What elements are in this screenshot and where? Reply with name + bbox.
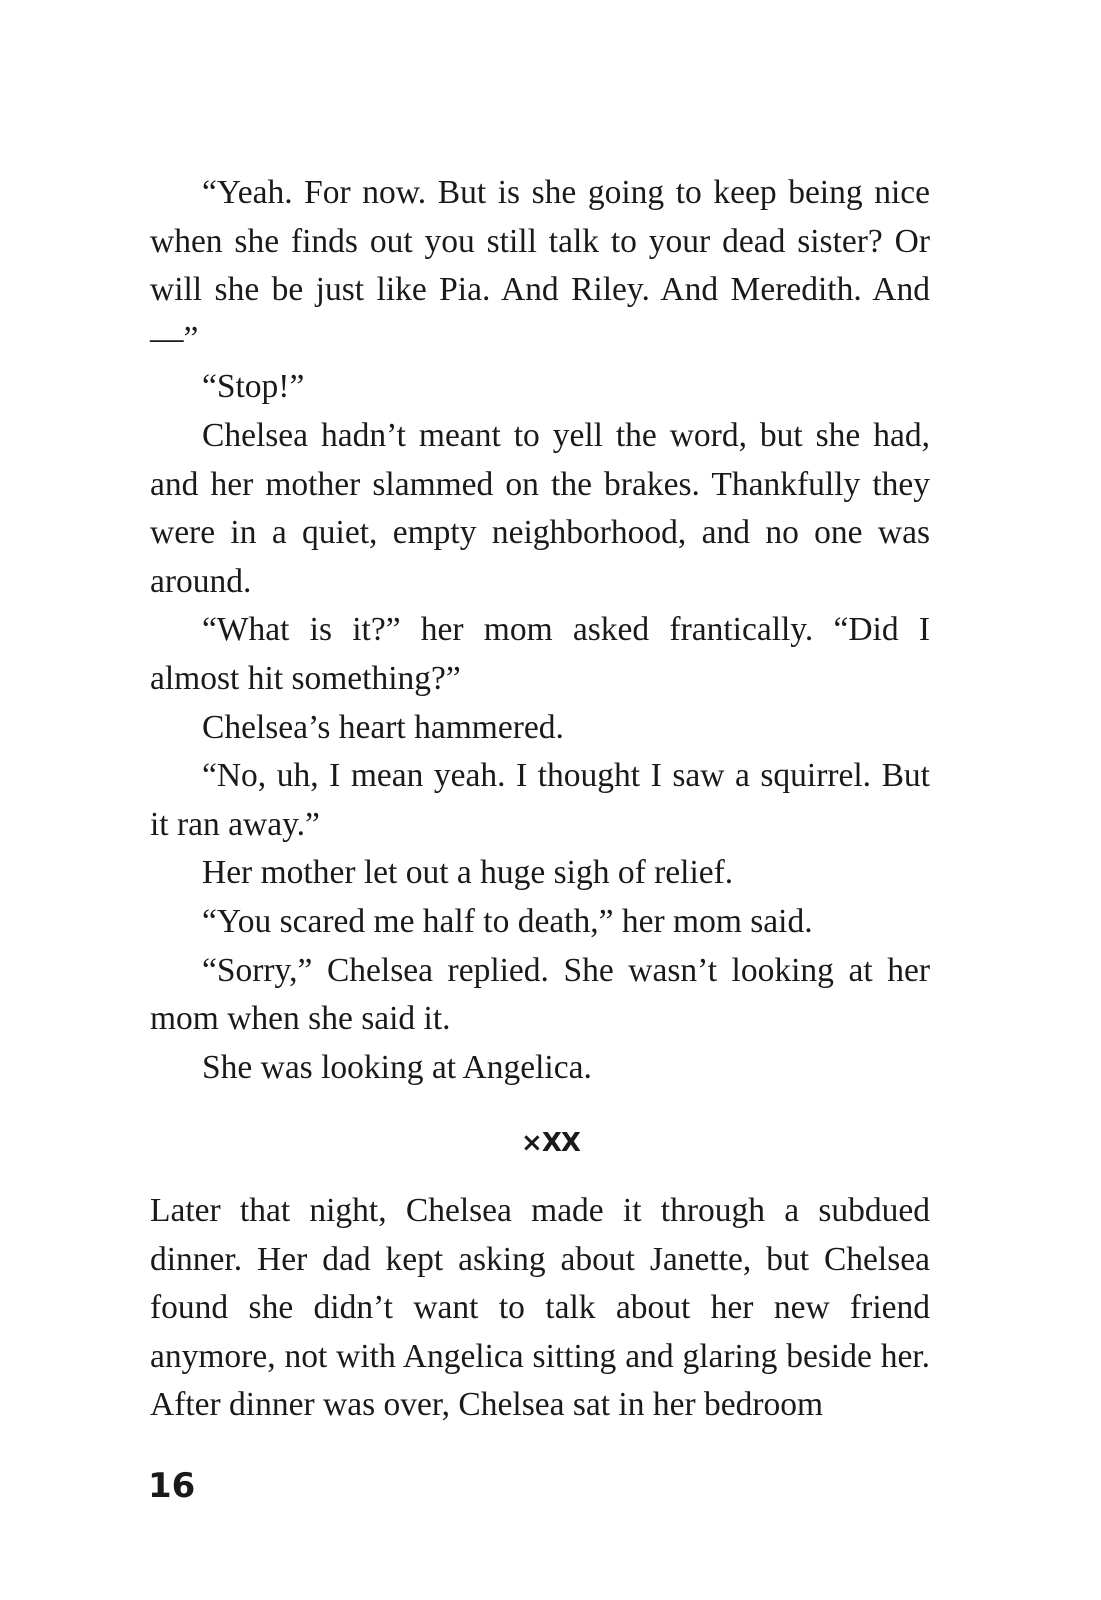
paragraph: Later that night, Chelsea made it through a subdued dinner. Her dad kept asking about Janette, but Chelsea found she didn’t want to talk about her new friend anymore, not with Angelica sitting and glaring beside her. After dinner was over, Chelsea sat in her bedroom xyxy=(150,1192,930,1424)
page-number: 16 xyxy=(148,1466,196,1506)
paragraph: Chelsea hadn’t meant to yell the word, but she had, and her mother slammed on the brakes. Thankfully they were in a quiet, empty neighborhood, and no one was around. xyxy=(150,416,930,600)
section-break-ornament: ×XX xyxy=(521,1128,580,1158)
body-text-bottom xyxy=(150,1187,930,1430)
paragraph: Her mother let out a huge sigh of relief. xyxy=(202,854,734,892)
paragraph: Chelsea’s heart hammered. xyxy=(202,708,564,746)
paragraph: She was looking at Angelica. xyxy=(202,1048,592,1086)
body-text-top xyxy=(150,169,930,1092)
paragraph: “What is it?” her mom asked frantically. “Did I almost hit something?” xyxy=(150,611,930,697)
paragraph: “No, uh, I mean yeah. I thought I saw a squirrel. But it ran away.” xyxy=(150,757,930,843)
paragraph: “Stop!” xyxy=(202,368,305,406)
paragraph: “You scared me half to death,” her mom said. xyxy=(202,902,813,940)
paragraph: “Yeah. For now. But is she going to keep being nice when she finds out you still talk to your dead sister? Or will she be just like Pia. And Riley. And Meredith. And—” xyxy=(150,174,930,357)
paragraph: “Sorry,” Chelsea replied. She wasn’t looking at her mom when she said it. xyxy=(150,951,930,1038)
